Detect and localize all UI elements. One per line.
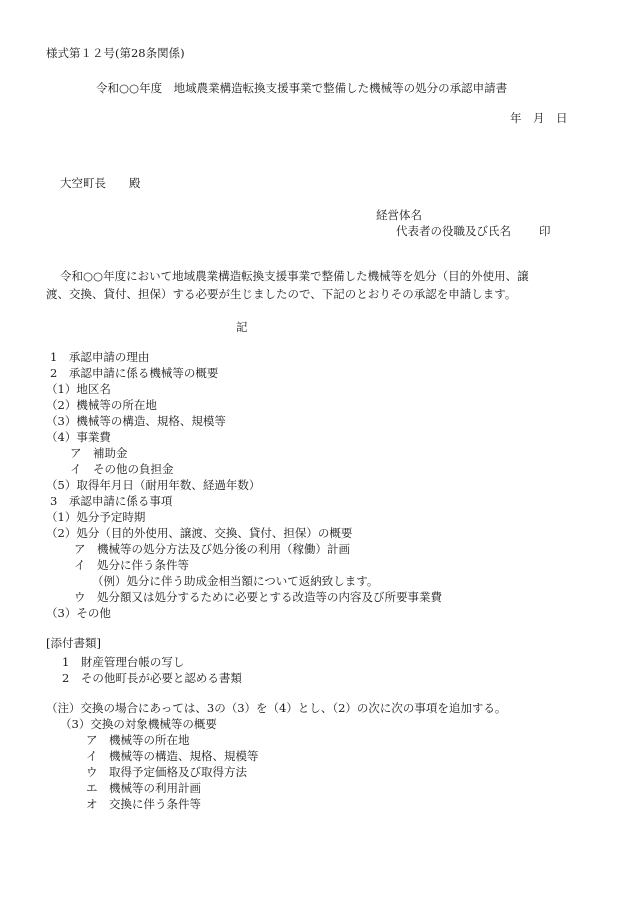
list-item: イ 処分に伴う条件等 (74, 558, 189, 572)
attachment-item: 1 財産管理台帳の写し (62, 655, 185, 669)
date-line: 年 月 日 (510, 111, 568, 125)
list-item: （3）機械等の構造、規格、規模等 (46, 414, 226, 428)
note-sub-heading: （3）交換の対象機械等の概要 (60, 717, 217, 731)
list-item: イ その他の負担金 (70, 462, 174, 476)
seal-mark: 印 (539, 224, 551, 238)
note-sub-item: オ 交換に伴う条件等 (86, 797, 201, 811)
applicant-org-label: 経営体名 (376, 208, 422, 222)
note-sub-item: エ 機械等の利用計画 (86, 781, 201, 795)
list-item: （2）機械等の所在地 (46, 398, 157, 412)
list-item: ア 機械等の処分方法及び処分後の利用（稼働）計画 (74, 542, 350, 556)
list-item: （2）処分（目的外使用、譲渡、交換、貸付、担保）の概要 (46, 526, 353, 540)
document-title: 令和○○年度 地域農業構造転換支援事業で整備した機械等の処分の承認申請書 (96, 81, 508, 95)
form-number: 様式第１２号(第28条関係) (46, 46, 185, 60)
list-item: （4）事業費 (46, 430, 111, 444)
list-item: ウ 処分額又は処分するために必要とする改造等の内容及び所要事業費 (74, 590, 442, 604)
note-sub-item: ア 機械等の所在地 (86, 733, 190, 747)
addressee: 大空町長 殿 (60, 176, 141, 190)
ki-heading: 記 (236, 320, 248, 334)
list-item: （1）地区名 (46, 382, 111, 396)
list-item: ア 補助金 (70, 446, 128, 460)
list-item: 1 承認申請の理由 (50, 350, 150, 364)
representative-text: 代表者の役職及び氏名 (396, 224, 511, 238)
list-item: （1）処分予定時期 (46, 510, 146, 524)
applicant-representative-label (396, 224, 551, 238)
note-line: （注）交換の場合にあっては、3の（3）を（4）とし、（2）の次に次の事項を追加する。 (46, 701, 507, 715)
list-item: （例）処分に伴う助成金相当額について返納致します。 (92, 574, 379, 588)
note-sub-item: ウ 取得予定価格及び取得方法 (86, 765, 247, 779)
note-sub-item: イ 機械等の構造、規格、規模等 (86, 749, 259, 763)
list-item: （3）その他 (46, 606, 111, 620)
body-line-1: 令和○○年度において地域農業構造転換支援事業で整備した機械等を処分（目的外使用、譲 (60, 269, 529, 283)
body-line-2: 渡、交換、貸付、担保）する必要が生じましたので、下記のとおりその承認を申請します。 (46, 287, 517, 301)
list-item: 2 承認申請に係る機械等の概要 (50, 366, 219, 380)
list-item: 3 承認申請に係る事項 (50, 494, 173, 508)
attachments-heading: [添付書類] (46, 636, 101, 650)
list-item: （5）取得年月日（耐用年数、経過年数） (46, 478, 261, 492)
attachment-item: 2 その他町長が必要と認める書類 (62, 671, 242, 685)
